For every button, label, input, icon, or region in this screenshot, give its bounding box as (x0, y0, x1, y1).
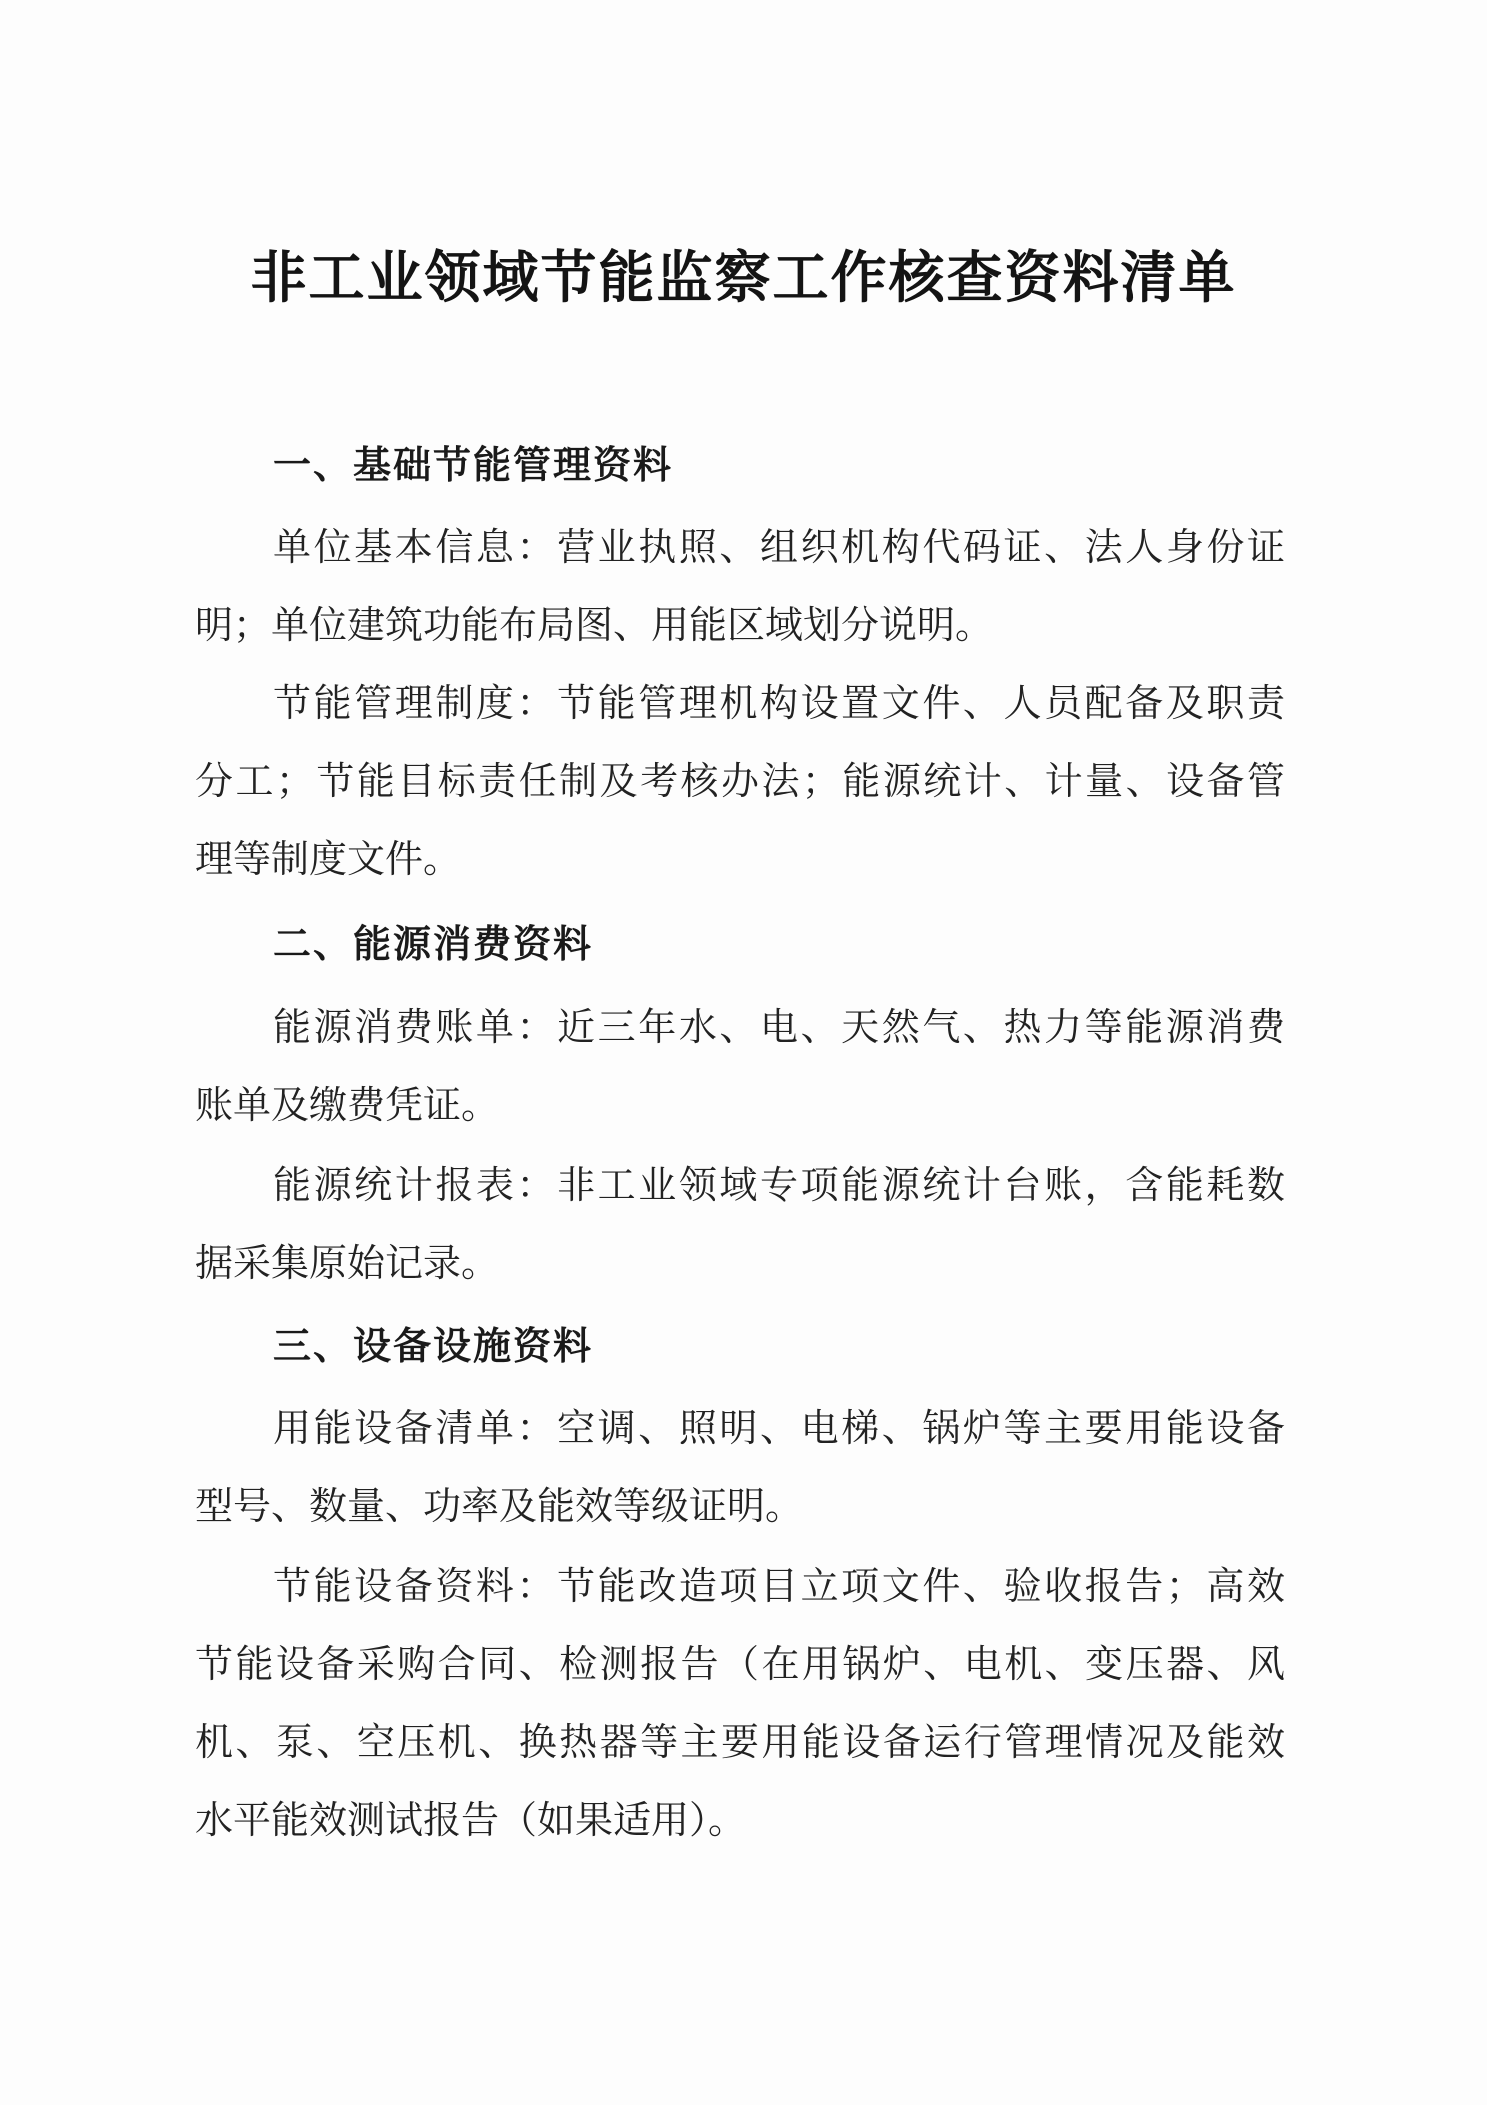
paragraph-equipment-list (195, 1389, 1285, 1545)
paragraph-line: 明；单位建筑功能布局图、用能区域划分说明。 (195, 603, 994, 647)
paragraph-line: 能源统计报表：非工业领域专项能源统计台账，含能耗数 (273, 1163, 1285, 1207)
paragraph-energy-saving-equipment (195, 1547, 1285, 1859)
section-heading-3: 三、设备设施资料 (273, 1324, 594, 1368)
paragraph-line: 型号、数量、功率及能效等级证明。 (195, 1484, 804, 1528)
section-heading-1: 一、基础节能管理资料 (273, 443, 674, 487)
paragraph-line: 节能管理制度：节能管理机构设置文件、人员配备及职责 (273, 681, 1285, 725)
paragraph-line: 节能设备采购合同、检测报告（在用锅炉、电机、变压器、风 (195, 1642, 1285, 1686)
paragraph-line: 单位基本信息：营业执照、组织机构代码证、法人身份证 (273, 525, 1285, 569)
paragraph-line: 账单及缴费凭证。 (195, 1083, 500, 1127)
paragraph-line: 能源消费账单：近三年水、电、天然气、热力等能源消费 (273, 1005, 1285, 1049)
paragraph-line: 节能设备资料：节能改造项目立项文件、验收报告；高效 (273, 1564, 1285, 1608)
paragraph-line: 据采集原始记录。 (195, 1241, 500, 1285)
document-title: 非工业领域节能监察工作核查资料清单 (250, 245, 1237, 311)
paragraph-energy-bills (195, 988, 1285, 1144)
paragraph-management-system (195, 664, 1285, 898)
paragraph-line: 机、泵、空压机、换热器等主要用能设备运行管理情况及能效 (195, 1720, 1285, 1764)
paragraph-line: 分工；节能目标责任制及考核办法；能源统计、计量、设备管 (195, 759, 1285, 803)
paragraph-energy-statistics (195, 1146, 1285, 1302)
paragraph-line: 水平能效测试报告（如果适用）。 (195, 1798, 747, 1842)
section-heading-2: 二、能源消费资料 (273, 922, 594, 966)
paragraph-basic-info (195, 508, 1285, 664)
paragraph-line: 用能设备清单：空调、照明、电梯、锅炉等主要用能设备 (273, 1406, 1285, 1450)
paragraph-line: 理等制度文件。 (195, 837, 462, 881)
